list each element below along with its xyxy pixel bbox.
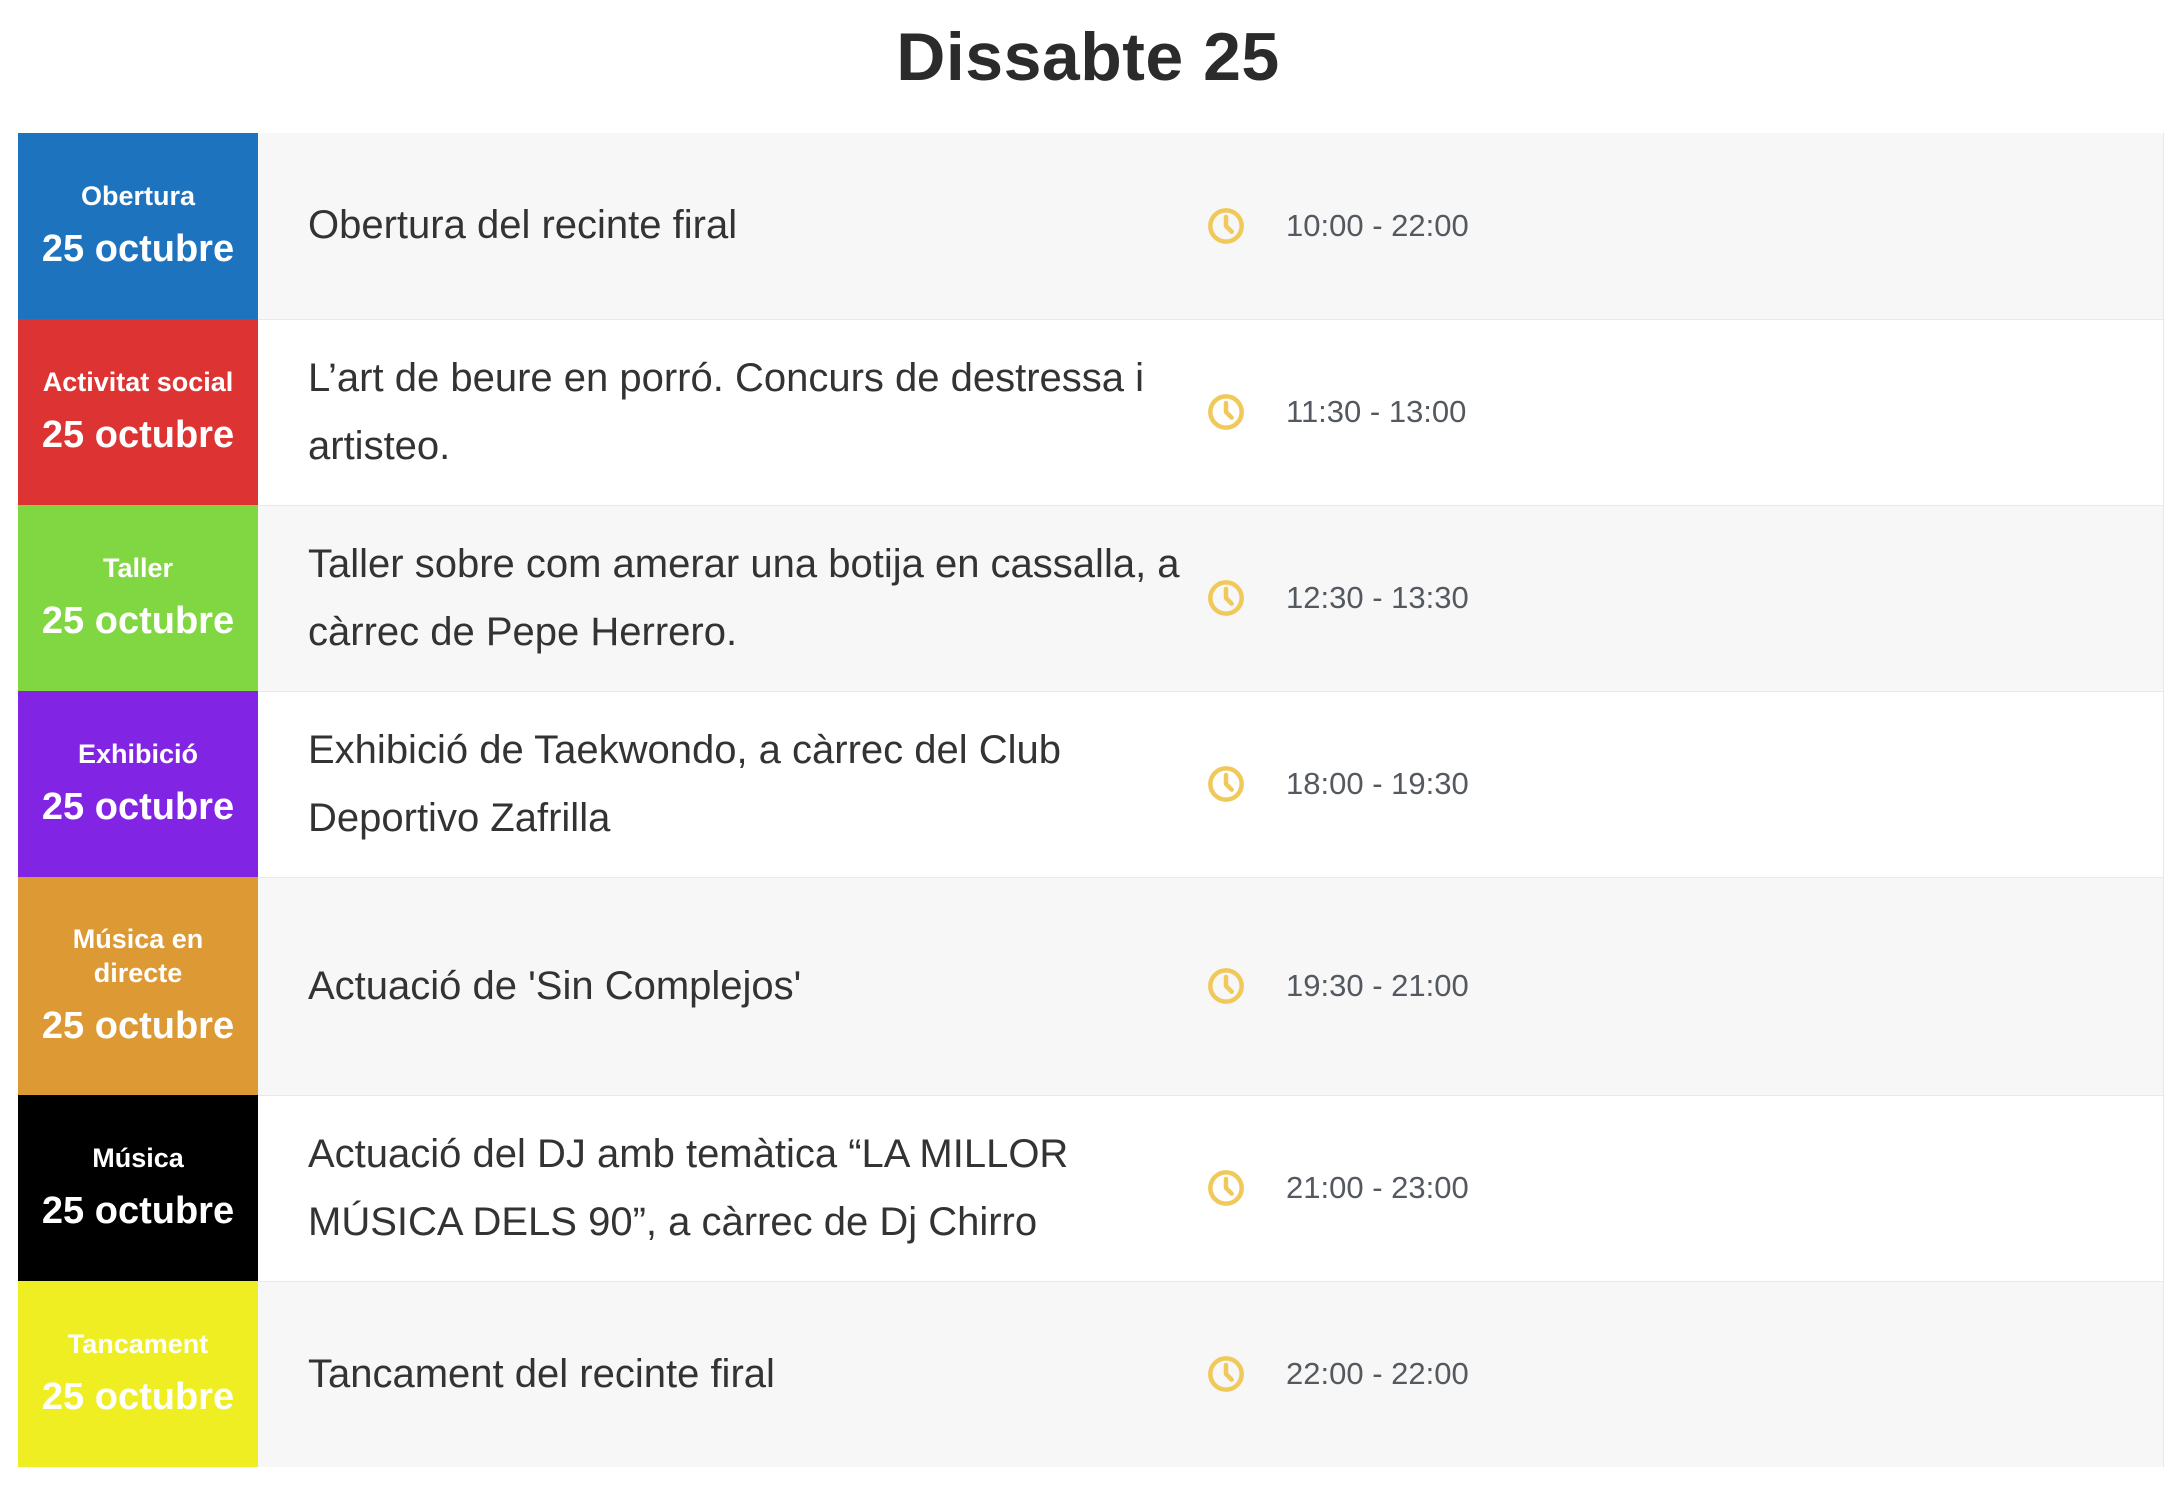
event-category-badge <box>18 319 258 505</box>
event-row-content <box>258 1095 2163 1281</box>
event-category-label: Taller <box>102 553 174 584</box>
event-category-badge <box>18 691 258 877</box>
event-category-label: Exhibició <box>77 739 199 770</box>
event-date-label: 25 octubre <box>41 785 235 828</box>
event-date-label: 25 octubre <box>41 1189 235 1232</box>
clock-icon <box>1206 764 1246 804</box>
event-category-badge <box>18 877 258 1095</box>
event-title: Tancament del recinte firal <box>308 1351 775 1396</box>
schedule-table <box>18 133 2164 1467</box>
event-category-label: Música en directe <box>72 924 204 988</box>
event-category-label: Activitat social <box>42 367 234 398</box>
event-time-text: 19:30 - 21:00 <box>1286 968 1469 1004</box>
event-title: Actuació de 'Sin Complejos' <box>308 963 802 1008</box>
event-date-label: 25 octubre <box>41 413 235 456</box>
event-time-text: 12:30 - 13:30 <box>1286 580 1469 616</box>
clock-icon <box>1206 1354 1246 1394</box>
clock-icon <box>1206 392 1246 432</box>
event-time-text: 21:00 - 23:00 <box>1286 1170 1469 1206</box>
event-row <box>18 505 2163 691</box>
event-category-badge <box>18 133 258 319</box>
event-date-label: 25 octubre <box>41 227 235 270</box>
event-time-text: 10:00 - 22:00 <box>1286 207 1469 243</box>
event-category-label: Obertura <box>80 181 196 212</box>
event-title: L’art de beure en porró. Concurs de destressa i artisteo. <box>308 355 1145 469</box>
event-time <box>1206 764 1469 804</box>
event-time-text: 18:00 - 19:30 <box>1286 766 1469 802</box>
event-category-badge <box>18 1281 258 1467</box>
clock-icon <box>1206 206 1246 246</box>
event-date-label: 25 octubre <box>41 599 235 642</box>
event-date-label: 25 octubre <box>41 1004 235 1047</box>
event-time-text: 11:30 - 13:00 <box>1286 394 1467 430</box>
event-title: Obertura del recinte firal <box>308 203 738 248</box>
event-category-label: Música <box>92 1143 184 1174</box>
event-row-content <box>258 691 2163 877</box>
event-row-content <box>258 319 2163 505</box>
event-row <box>18 133 2163 319</box>
event-row <box>18 1095 2163 1281</box>
page-title: Dissabte 25 <box>896 19 1280 95</box>
event-time <box>1206 1354 1469 1394</box>
event-row-content <box>258 877 2163 1095</box>
event-title: Actuació del DJ amb temàtica “LA MILLOR MÚSICA DELS 90”, a càrrec de Dj Chirro <box>308 1131 1069 1245</box>
event-row <box>18 877 2163 1095</box>
event-row-content <box>258 1281 2163 1467</box>
event-date-label: 25 octubre <box>41 1375 235 1418</box>
event-category-badge <box>18 505 258 691</box>
event-row-content <box>258 133 2163 319</box>
clock-icon <box>1206 1168 1246 1208</box>
event-time <box>1206 966 1469 1006</box>
event-row-content <box>258 505 2163 691</box>
clock-icon <box>1206 578 1246 618</box>
event-row <box>18 319 2163 505</box>
event-row <box>18 1281 2163 1467</box>
event-time <box>1206 206 1469 246</box>
event-row <box>18 691 2163 877</box>
event-category-label: Tancament <box>67 1329 209 1360</box>
event-category-badge <box>18 1095 258 1281</box>
event-title: Exhibició de Taekwondo, a càrrec del Club Deportivo Zafrilla <box>308 727 1062 841</box>
event-title: Taller sobre com amerar una botija en cassalla, a càrrec de Pepe Herrero. <box>308 541 1180 655</box>
clock-icon <box>1206 966 1246 1006</box>
event-time <box>1206 392 1466 432</box>
event-time-text: 22:00 - 22:00 <box>1286 1356 1469 1392</box>
event-time <box>1206 578 1469 618</box>
event-time <box>1206 1168 1469 1208</box>
